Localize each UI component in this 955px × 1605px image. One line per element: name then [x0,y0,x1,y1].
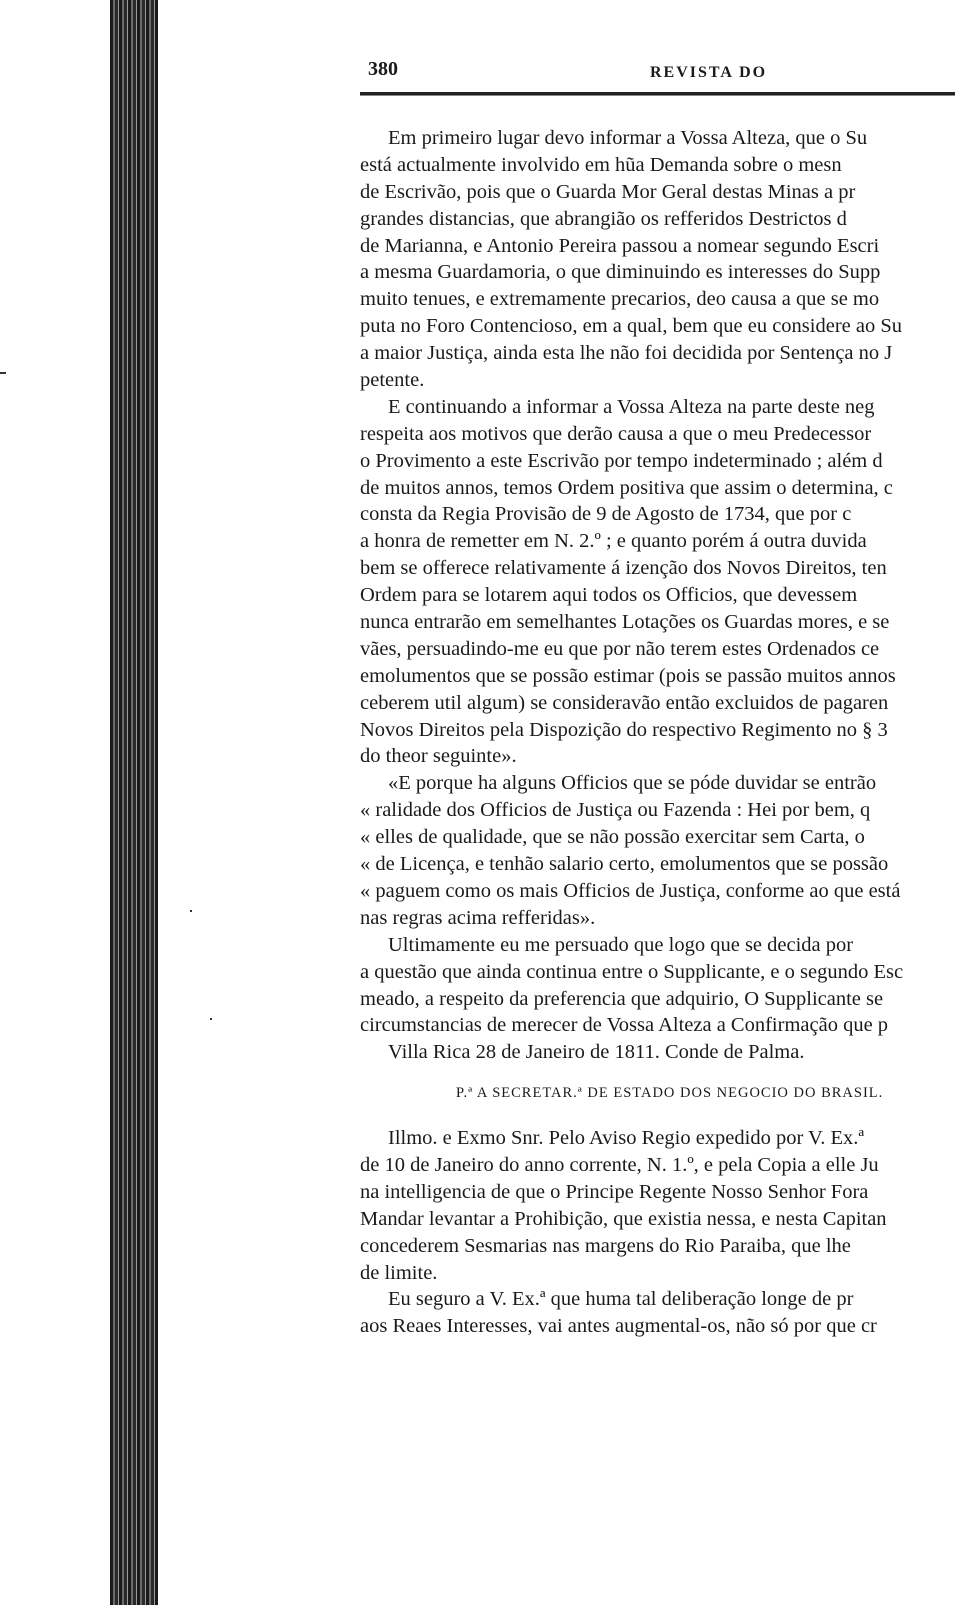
document-page [360,0,955,1605]
text-line: a mesma Guardamoria, o que diminuindo es interesses do Supp [360,261,881,284]
text-line: de muitos annos, temos Ordem positiva que assim o determina, c [360,476,893,499]
text-line: de Escrivão, pois que o Guarda Mor Geral destas Minas a pr [360,180,856,203]
text-line: grandes distancias, que abrangião os refferidos Destrictos d [360,207,847,230]
text-line: circumstancias de merecer de Vossa Alteza a Confirmação que p [360,1014,889,1037]
text-line: Ultimamente eu me persuado que logo que se decida por [388,933,854,956]
ink-speck [190,910,192,912]
text-line: meado, a respeito da preferencia que adquirio, O Supplicante se [360,987,884,1010]
text-line: concederem Sesmarias nas margens do Rio Paraiba, que lhe [360,1234,851,1257]
page-header [360,52,955,92]
text-line: aos Reaes Interesses, vai antes augmental-os, não só por que cr [360,1315,877,1338]
text-line: de 10 de Janeiro do anno corrente, N. 1.º, e pela Copia a elle Ju [360,1153,879,1176]
text-line: do theor seguinte». [360,745,517,768]
text-line: Novos Direitos pela Dispozição do respectivo Regimento no § 3 [360,718,888,741]
text-line: Eu seguro a V. Ex.ª que huma tal deliberação longe de pr [388,1288,854,1311]
text-line: « de Licença, e tenhão salario certo, emolumentos que se possão [360,853,889,876]
text-line: a questão que ainda continua entre o Supplicante, e o segundo Esc [360,960,904,983]
text-line: a honra de remetter em N. 2.º ; e quanto porém á outra duvida [360,530,867,553]
text-line: ceberem util algum) se consideravão então excluidos de pagaren [360,691,889,714]
text-line: consta da Regia Provisão de 9 de Agosto de 1734, que por c [360,503,852,526]
text-line: « elles de qualidade, que se não possão exercitar sem Carta, o [360,826,865,849]
running-head: REVISTA DO [650,64,768,81]
ink-speck [210,1018,212,1020]
text-line: « ralidade dos Officios de Justiça ou Fazenda : Hei por bem, q [360,799,871,822]
text-line: Ordem para se lotarem aqui todos os Officios, que devessem [360,584,858,607]
text-line: «E porque ha alguns Officios que se póde duvidar se entrão [388,772,877,795]
text-line: nas regras acima refferidas». [360,906,596,929]
text-line: Villa Rica 28 de Janeiro de 1811. Conde de Palma. [388,1041,805,1064]
ink-speck [0,372,6,374]
text-line: bem se offerece relativamente á izenção dos Novos Direitos, ten [360,557,887,580]
text-line: puta no Foro Contencioso, em a qual, bem que eu considere ao Su [360,315,902,338]
text-line: emolumentos que se possão estimar (pois se passão muitos annos [360,664,896,687]
page-number: 380 [368,58,398,80]
text-line: respeita aos motivos que derão causa a que o meu Predecessor [360,422,872,445]
text-line: E continuando a informar a Vossa Alteza na parte deste neg [388,395,875,418]
section-heading: P.ª A SECRETAR.ª DE ESTADO DOS NEGOCIO DO BRASIL. [456,1085,884,1102]
text-line: na intelligencia de que o Principe Regente Nosso Senhor Fora [360,1180,869,1203]
text-line: o Provimento a este Escrivão por tempo indeterminado ; além d [360,449,883,472]
page-gutter-shadow [0,0,215,1605]
header-rule [360,92,955,96]
text-line: vães, persuadindo-me eu que por não terem estes Ordenados ce [360,637,880,660]
text-line: Illmo. e Exmo Snr. Pelo Aviso Regio expedido por V. Ex.ª [388,1127,865,1150]
text-line: Em primeiro lugar devo informar a Vossa Alteza, que o Su [388,127,868,149]
text-line: nunca entrarão em semelhantes Lotações os Guardas mores, e se [360,611,890,634]
text-line: de Marianna, e Antonio Pereira passou a nomear segundo Escri [360,234,880,257]
text-line: petente. [360,369,425,392]
text-line: Mandar levantar a Prohibição, que existia nessa, e nesta Capitan [360,1207,887,1230]
text-line: « paguem como os mais Officios de Justiça, conforme ao que está [360,879,901,902]
text-line: a maior Justiça, ainda esta lhe não foi decidida por Sentença no J [360,342,893,365]
body-text [360,125,955,1340]
text-line: de limite. [360,1261,438,1284]
binding-shadow [110,0,158,1605]
text-line: muito tenues, e extremamente precarios, deo causa a que se mo [360,288,880,311]
text-line: está actualmente involvido em hũa Demanda sobre o mesn [360,153,842,176]
